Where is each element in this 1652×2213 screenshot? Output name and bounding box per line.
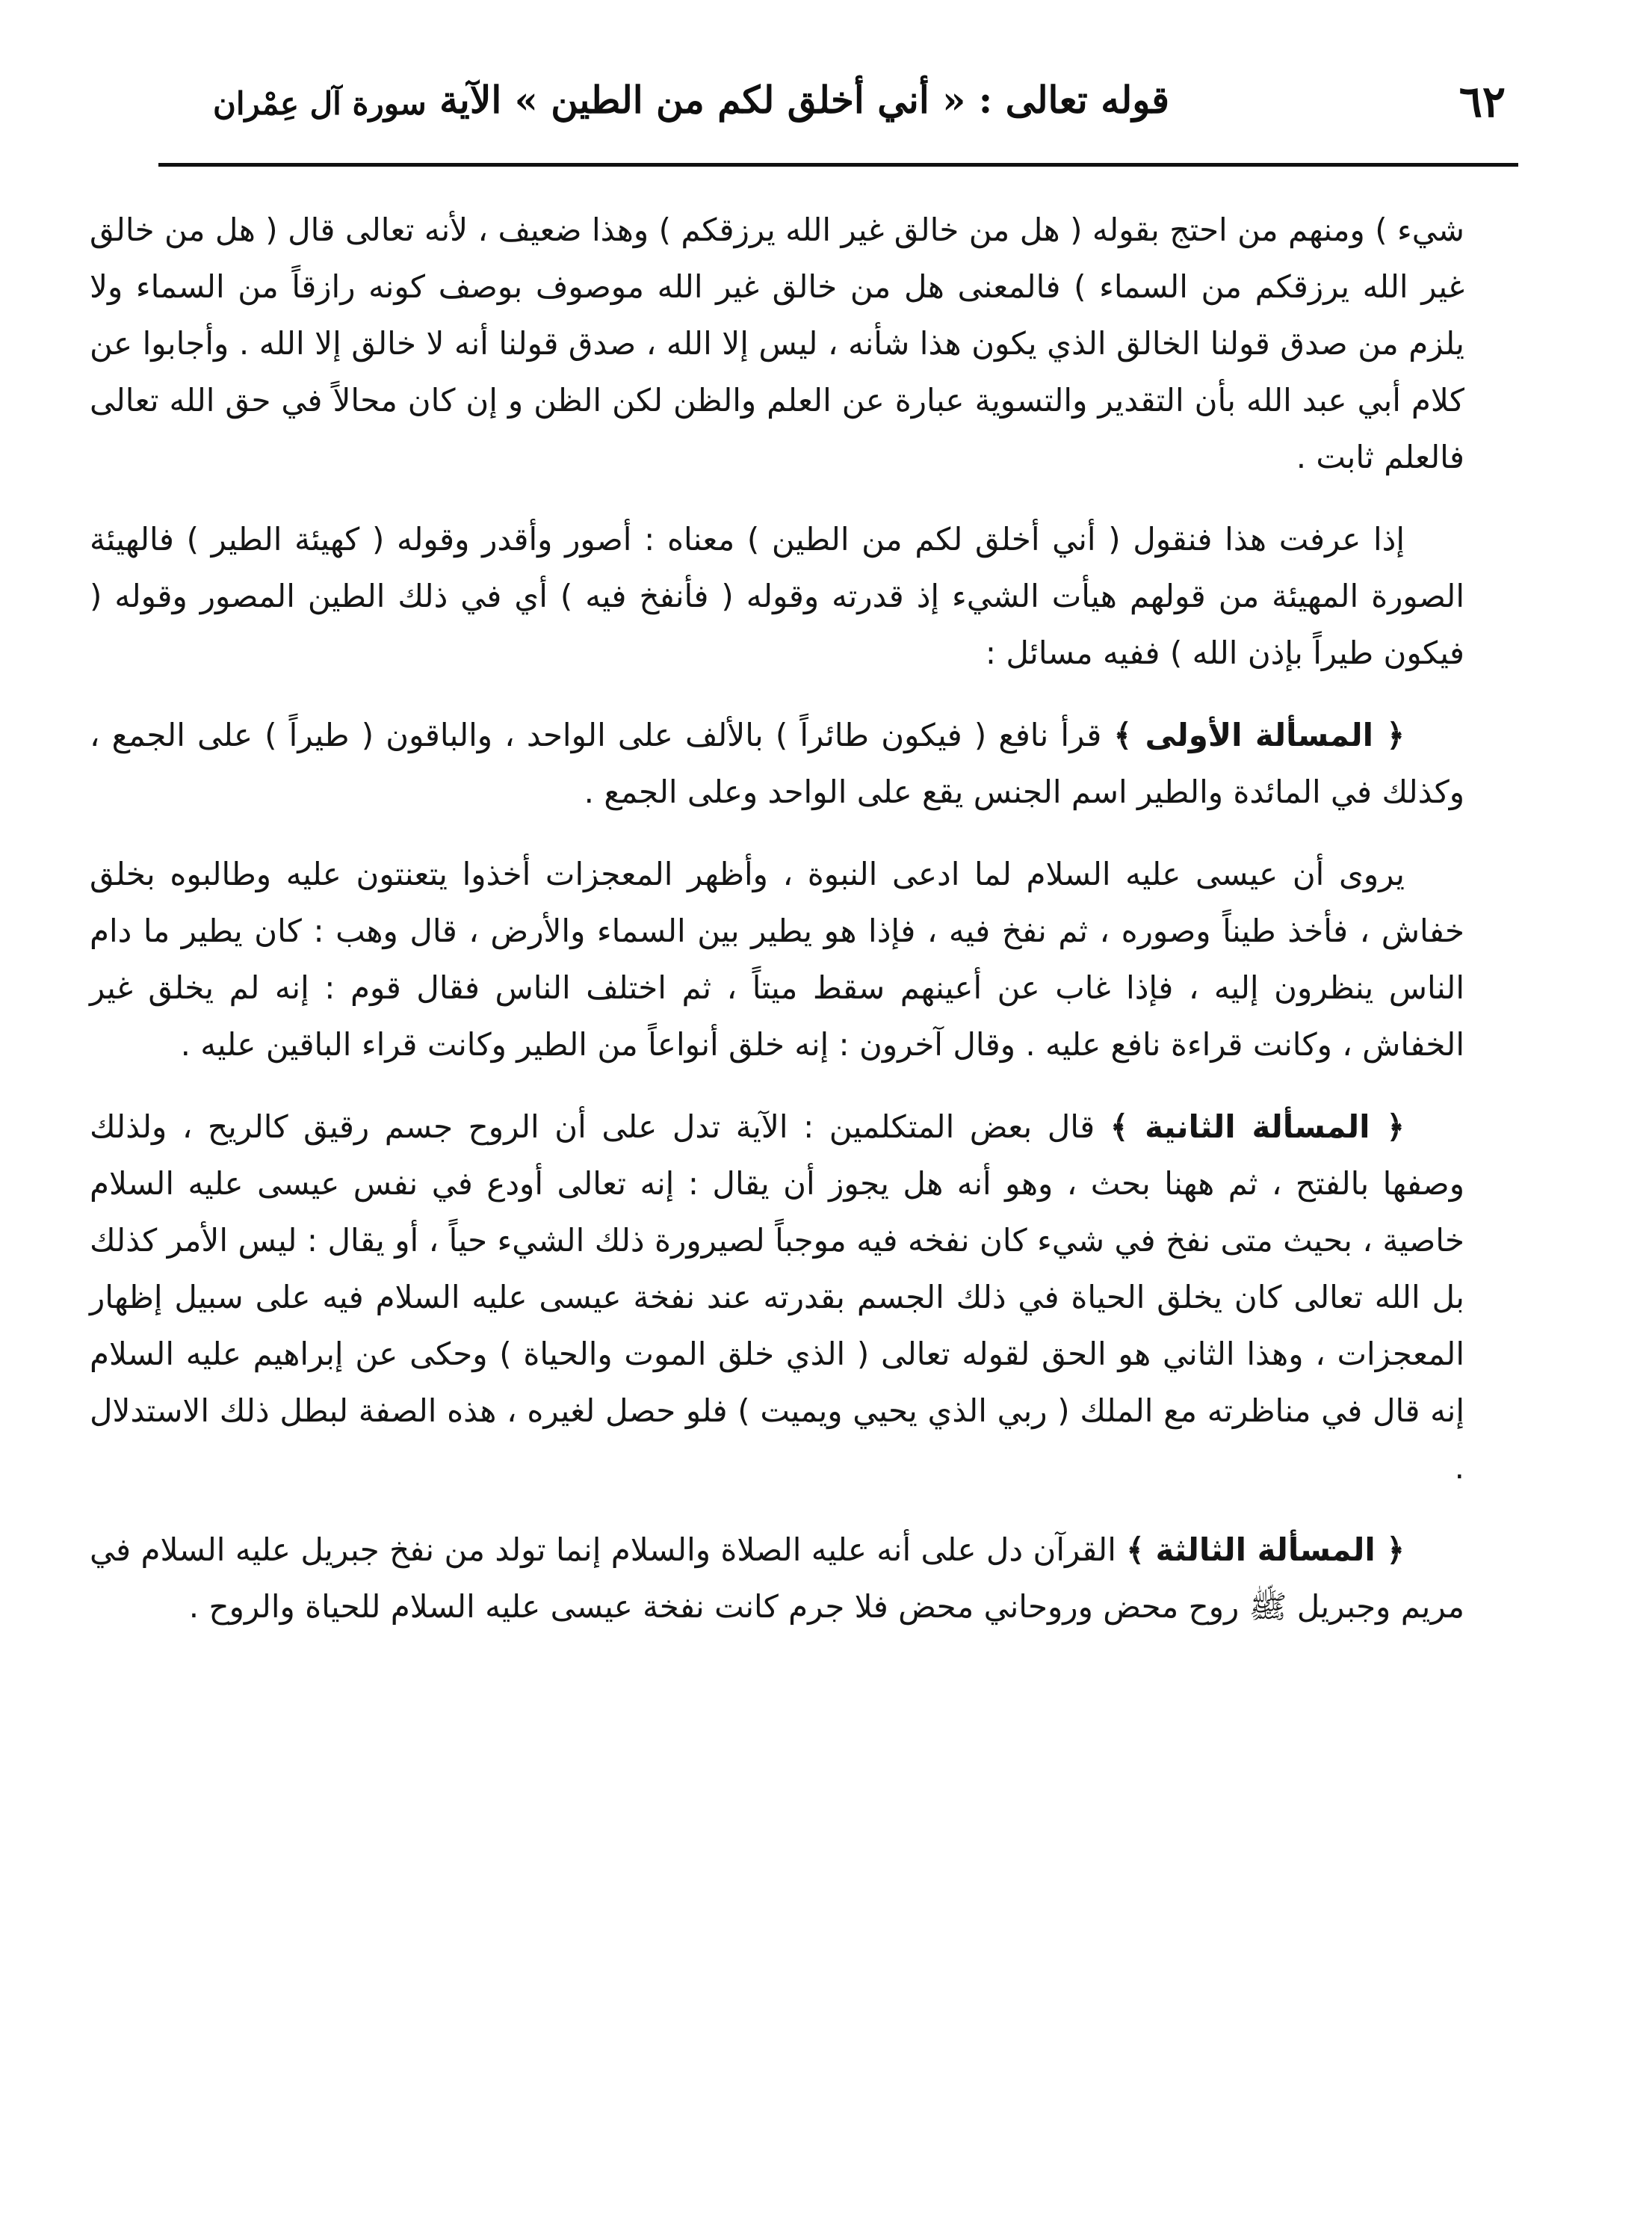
header-rule bbox=[158, 163, 1518, 167]
paragraph bbox=[90, 202, 1464, 486]
running-title: قوله تعالى : « أني أخلق لكم من الطين » الآية bbox=[439, 78, 1169, 122]
paragraph bbox=[90, 511, 1464, 682]
issue-heading: ﴿ المسألة الثانية ﴾ bbox=[1110, 1108, 1405, 1145]
paragraph-text: شيء ) ومنهم من احتج بقوله ( هل من خالق غير الله يرزقكم ) وهذا ضعيف ، لأنه تعالى قال ( هل من خالق غير الله يرزقكم من السماء ) فالمعنى هل من خالق غير الله موصوف بوصف كونه رازقاً من السماء ولا يلزم من صدق قولنا الخالق الذي يكون هذا شأنه ، ليس إلا الله ، صدق قولنا أنه لا خالق إلا الله . وأجابوا عن كلام أبي عبد الله بأن التقدير والتسوية عبارة عن العلم والظن لكن الظن و إن كان محالاً في حق الله تعالى فالعلم ثابت . bbox=[90, 212, 1464, 475]
page-number: ٦٢ bbox=[1458, 76, 1506, 127]
issue-heading: ﴿ المسألة الثالثة ﴾ bbox=[1126, 1531, 1405, 1568]
paragraph-text: يروى أن عيسى عليه السلام لما ادعى النبوة ، وأظهر المعجزات أخذوا يتعنتون عليه وطالبوه بخلق خفاش ، فأخذ طيناً وصوره ، ثم نفخ فيه ، فإذا هو يطير بين السماء والأرض ، قال وهب : كان يطير ما دام الناس ينظرون إليه ، فإذا غاب عن أعينهم سقط ميتاً ، ثم اختلف الناس فقال قوم : إنه لم يخلق غير الخفاش ، وكانت قراءة نافع عليه . وقال آخرون : إنه خلق أنواعاً من الطير وكانت قراء الباقين عليه . bbox=[90, 856, 1464, 1063]
paragraph bbox=[90, 1099, 1464, 1496]
paragraph-text: قال بعض المتكلمين : الآية تدل على أن الروح جسم رقيق كالريح ، ولذلك وصفها بالفتح ، ثم ههنا بحث ، وهو أنه هل يجوز أن يقال : إنه تعالى أودع في نفس عيسى عليه السلام خاصية ، بحيث متى نفخ في شيء كان نفخه فيه موجباً لصيرورة ذلك الشيء حياً ، أو يقال : ليس الأمر كذلك بل الله تعالى كان يخلق الحياة في ذلك الجسم بقدرته عند نفخة عيسى عليه السلام فيه على سبيل إظهار المعجزات ، وهذا الثاني هو الحق لقوله تعالى ( الذي خلق الموت والحياة ) وحكى عن إبراهيم عليه السلام إنه قال في مناظرته مع الملك ( ربي الذي يحيي ويميت ) فلو حصل لغيره ، هذه الصفة لبطل ذلك الاستدلال . bbox=[90, 1108, 1464, 1486]
page-body bbox=[90, 202, 1464, 1661]
paragraph bbox=[90, 1522, 1464, 1635]
paragraph bbox=[90, 707, 1464, 821]
page-header bbox=[161, 69, 1520, 135]
paragraph-text: قرأ نافع ( فيكون طائراً ) بالألف على الواحد ، والباقون ( طيراً ) على الجمع ، وكذلك في المائدة والطير اسم الجنس يقع على الواحد وعلى الجمع . bbox=[90, 717, 1464, 810]
paragraph-text: القرآن دل على أنه عليه الصلاة والسلام إنما تولد من نفخ جبريل عليه السلام في مريم وجبريل ﷺ روح محض وروحاني محض فلا جرم كانت نفخة عيسى عليه السلام للحياة والروح . bbox=[90, 1531, 1464, 1625]
issue-heading: ﴿ المسألة الأولى ﴾ bbox=[1113, 717, 1405, 753]
paragraph bbox=[90, 846, 1464, 1073]
surah-name: سورة آل عِمْران bbox=[213, 85, 427, 122]
paragraph-text: إذا عرفت هذا فنقول ( أني أخلق لكم من الطين ) معناه : أصور وأقدر وقوله ( كهيئة الطير ) فالهيئة الصورة المهيئة من قولهم هيأت الشيء إذ قدرته وقوله ( فأنفخ فيه ) أي في ذلك الطين المصور وقوله ( فيكون طيراً بإذن الله ) ففيه مسائل : bbox=[90, 521, 1464, 671]
